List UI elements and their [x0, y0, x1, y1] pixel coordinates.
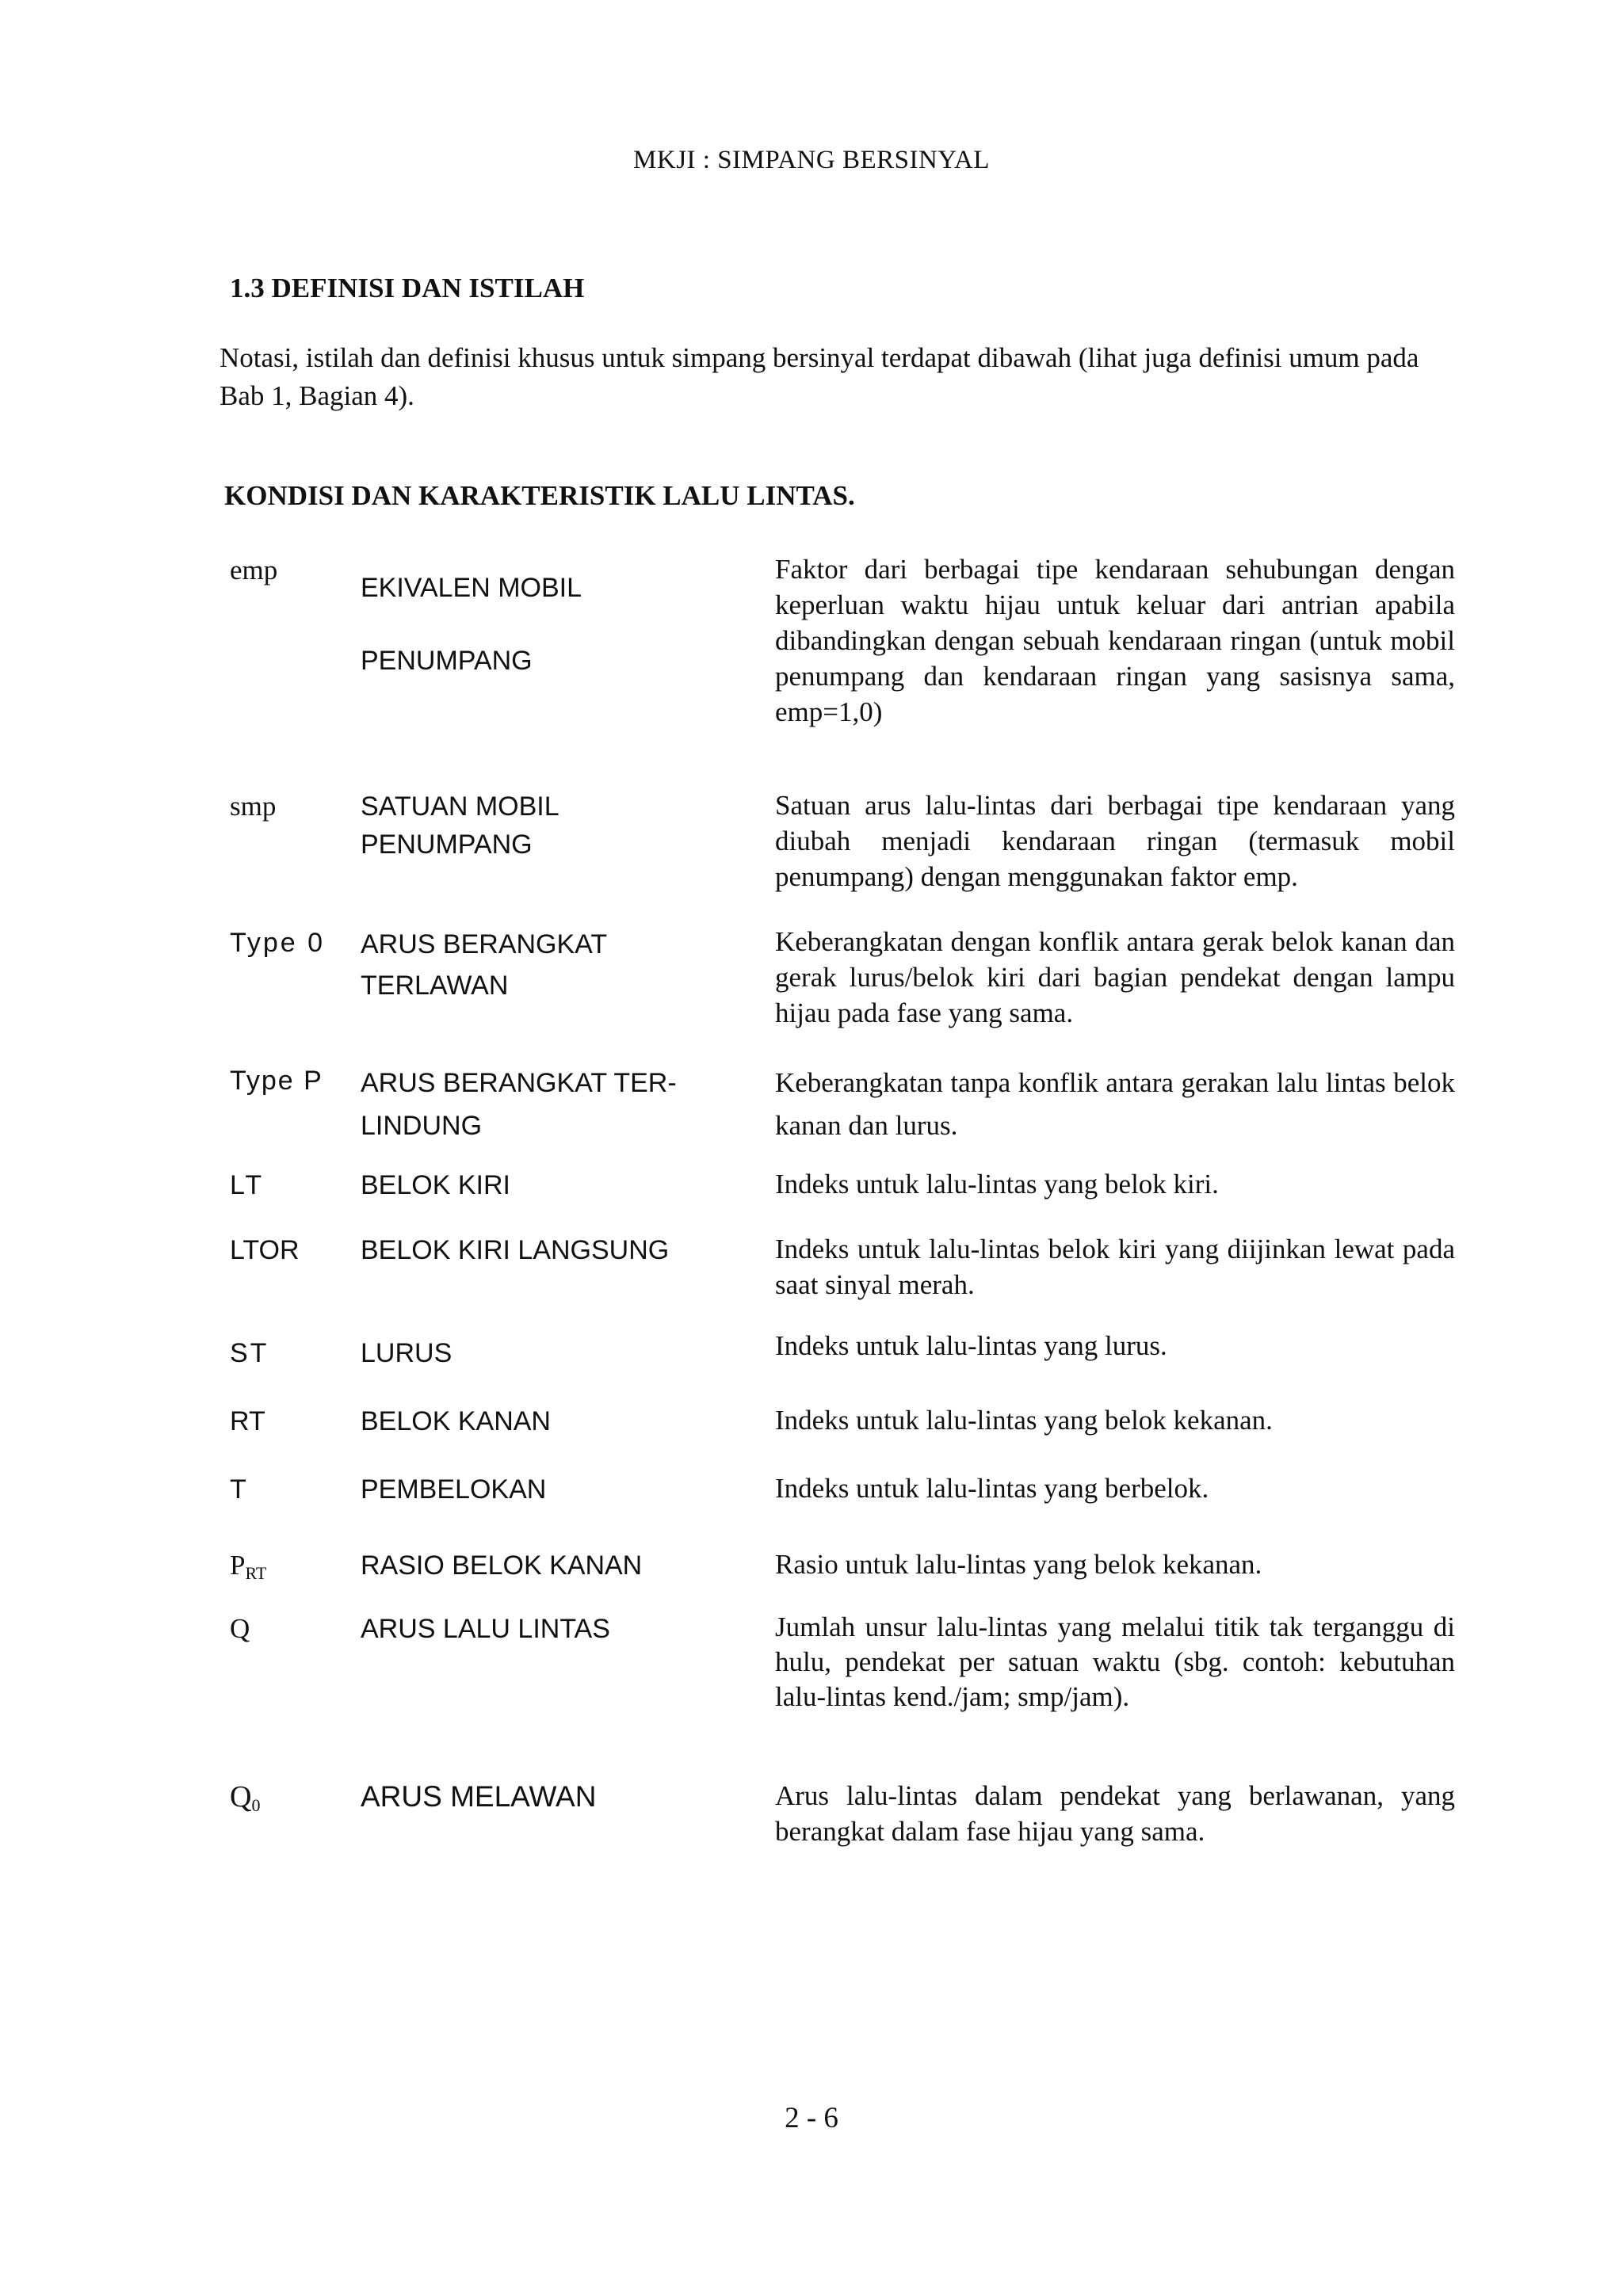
entry-definition: Keberangkatan tanpa konflik antara gerakan lalu lintas belok kanan dan lurus.: [775, 1067, 1455, 1141]
subsection-title: KONDISI DAN KARAKTERISTIK LALU LINTAS.: [224, 480, 855, 511]
entry-definition: Jumlah unsur lalu-lintas yang melalui titik tak terganggu di hulu, pendekat per satuan waktu (sbg. contoh: kebutuhan lalu-lintas kend./jam; smp/jam).: [775, 1611, 1455, 1712]
entry-definition: Arus lalu-lintas dalam pendekat yang berlawanan, yang berangkat dalam fase hijau yang sama.: [775, 1780, 1455, 1847]
entry-term: BELOK KIRI: [361, 1170, 510, 1200]
entry-symbol: emp: [230, 555, 278, 585]
page-number: 2 - 6: [785, 2102, 838, 2134]
entry-symbol: RT: [230, 1406, 265, 1436]
entry-term: EKIVALEN MOBIL PENUMPANG: [361, 573, 581, 676]
entry-definition: Indeks untuk lalu-lintas yang berbelok.: [775, 1473, 1209, 1504]
entry-term: PEMBELOKAN: [361, 1474, 547, 1505]
entry-definition: Satuan arus lalu-lintas dari berbagai tipe kendaraan yang diubah menjadi kendaraan ringan (termasuk mobil penumpang) dengan menggunakan faktor emp.: [775, 790, 1455, 892]
entry-symbol: [230, 1778, 260, 1825]
entry-symbol: [230, 1547, 266, 1592]
entry-term: BELOK KANAN: [361, 1406, 551, 1436]
entry-term: ARUS BERANGKAT TERLAWAN: [361, 929, 607, 1001]
entry-symbol: Type 0: [230, 928, 326, 958]
intro-paragraph: Notasi, istilah dan definisi khusus untuk simpang bersinyal terdapat dibawah (lihat juga definisi umum pada Bab 1, Bagian 4).: [220, 342, 1419, 411]
entry-definition: Indeks untuk lalu-lintas yang belok kiri.: [775, 1169, 1219, 1199]
entry-term: ARUS BERANGKAT TER-LINDUNG: [361, 1068, 677, 1141]
entry-term: RASIO BELOK KANAN: [361, 1550, 643, 1581]
entry-definition: Indeks untuk lalu-lintas yang lurus.: [775, 1330, 1167, 1361]
entry-term: SATUAN MOBIL PENUMPANG: [361, 791, 559, 860]
entry-definition: Indeks untuk lalu-lintas belok kiri yang diijinkan lewat pada saat sinyal merah.: [775, 1234, 1455, 1300]
entry-symbol: ST: [230, 1338, 269, 1368]
entry-symbol-base: Q: [230, 1780, 252, 1814]
entry-definition: Indeks untuk lalu-lintas yang belok kekanan.: [775, 1405, 1273, 1436]
entry-symbol: T: [230, 1474, 246, 1505]
entry-symbol: LT: [230, 1170, 265, 1200]
entry-term: LURUS: [361, 1338, 453, 1368]
entry-symbol-subscript: RT: [245, 1563, 267, 1583]
entry-term: ARUS MELAWAN: [361, 1780, 597, 1813]
entry-symbol-base: P: [230, 1550, 246, 1581]
entry-symbol: LTOR: [230, 1235, 300, 1265]
entry-definition: Keberangkatan dengan konflik antara gerak belok kanan dan gerak lurus/belok kiri dari bagian pendekat dengan lampu hijau pada fase yang sama.: [775, 926, 1455, 1028]
entry-symbol: Q: [230, 1613, 250, 1644]
entry-definition: Faktor dari berbagai tipe kendaraan sehubungan dengan keperluan waktu hijau untuk keluar dari antrian apabila dibandingkan dengan sebuah kendaraan ringan (untuk mobil penumpang dan kendaraan ringan yang sasisnya sama, emp=1,0): [775, 554, 1455, 727]
entry-symbol-subscript: 0: [251, 1795, 261, 1815]
section-title: 1.3 DEFINISI DAN ISTILAH: [230, 273, 585, 303]
entry-term: ARUS LALU LINTAS: [361, 1614, 610, 1644]
running-header: MKJI : SIMPANG BERSINYAL: [633, 146, 990, 174]
entry-definition: Rasio untuk lalu-lintas yang belok kekanan.: [775, 1549, 1262, 1580]
entry-symbol: Type P: [230, 1066, 323, 1096]
entry-term: BELOK KIRI LANGSUNG: [361, 1235, 670, 1265]
entry-symbol: smp: [230, 791, 277, 822]
